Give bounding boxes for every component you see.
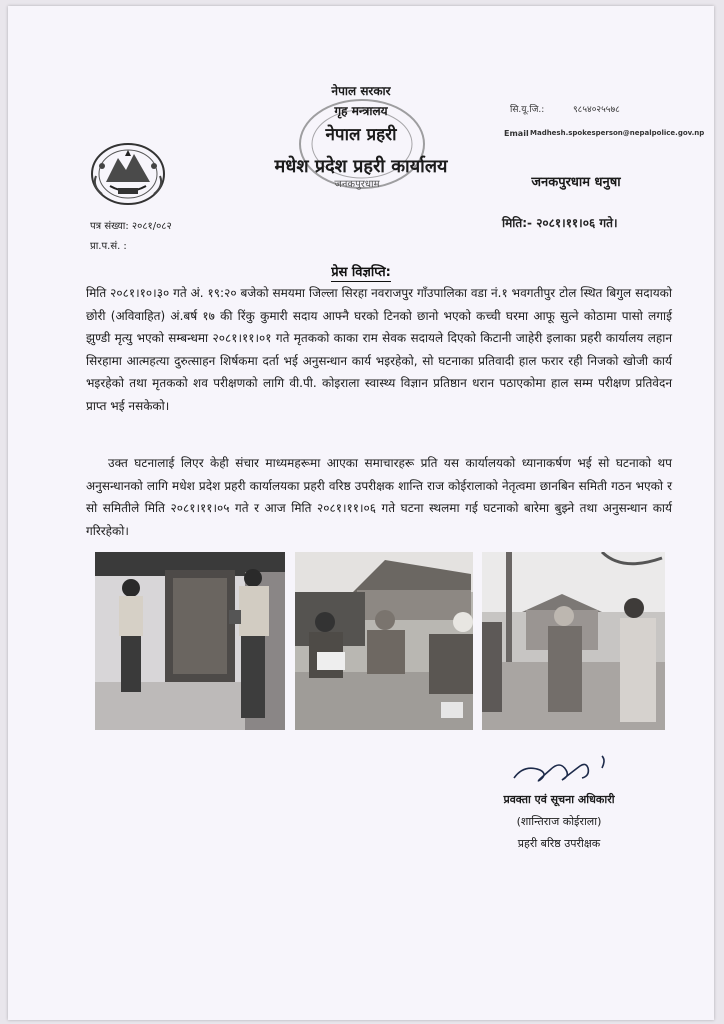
- phone-number: ९८५४०२५५७८: [573, 105, 620, 115]
- office-heading: मधेश प्रदेश प्रहरी कार्यालय: [274, 156, 448, 177]
- ministry-heading: गृह मन्त्रालय: [334, 104, 388, 118]
- police-heading: नेपाल प्रहरी: [325, 125, 397, 145]
- location-heading: जनकपुरधाम धनुषा: [531, 175, 621, 190]
- body-paragraph-2: उक्त घटनालाई लिएर केही संचार माध्यमहरूमा आएका समाचारहरू प्रति यस कार्यालयको ध्यानाकर्षण भई सो घटनाको थप अनुसन्धानको लागि मधेश प्रदेश प्रहरी कार्यालयका प्रहरी वरिष्ठ उपरीक्षक शान्ति राज कोईरालाको नेतृत्वमा छानबिन समिती गठन भएको र सो समितीले मिति २०८१।११।०५ गते र आज मिति २०८१।११।०६ गते घटना स्थलमा गई घटनाको बारेमा बुझ्ने तथा अनुसन्धान कार्य गरिरहेको।: [86, 456, 672, 538]
- photo-village-site: [482, 552, 665, 730]
- body-paragraph-1: मिति २०८१।१०।३० गते अं. १९:२० बजेको समयमा जिल्ला सिरहा नवराजपुर गाँउपालिका वडा नं.१ भवगतीपुर टोल स्थित बिगुल सदायको छोरी (अविवाहित) अं.बर्ष १७ की रिंकु कुमारी सदाय आफ्नै घरको टिनको छानो भएको कच्ची घरमा आफू सुत्ने कोठामा पासो लगाई झुण्डी मृत्यु भएको सम्बन्धमा २०८१।११।०१ गते मृतकको काका राम सेवक सदायले दिएको किटानी जाहेरी इलाका प्रहरी कार्यालय लहान सिरहामा आत्महत्या दुरुत्साहन शिर्षकमा दर्ता भई अनुसन्धान कार्य भइरहेको, सो घटनाका प्रतिवादी हाल फरार रही निजको खोजी कार्य भइरहेको तथा मृतकको शव परीक्षणको लागि वी.पी. कोइराला स्वास्थ्य विज्ञान प्रतिष्ठान धरान पठाएकोमा हाल सम्म परीक्षण प्रतिवेदन प्राप्त भई नसकेको।: [86, 286, 672, 413]
- phone-label: सि.यू.जि.:: [510, 105, 545, 115]
- gov-heading: नेपाल सरकार: [331, 84, 391, 98]
- dispatch-number: प्रा.प.सं. :: [90, 241, 127, 252]
- signatory-name: (शान्तिराज कोईराला): [516, 815, 602, 828]
- reference-number: पत्र संख्या: २०८१/०८२: [90, 221, 172, 232]
- photo-police-officers: [95, 552, 285, 730]
- signature-scribble-icon: [510, 750, 620, 790]
- press-release-title: प्रेस विज्ञप्ति:: [331, 265, 391, 280]
- signatory-rank: प्रहरी बरिष्ठ उपरीक्षक: [517, 837, 601, 850]
- stamp-text: जनकपुरधाम: [334, 179, 380, 190]
- photo-committee-meeting: [295, 552, 473, 730]
- email-address: Madhesh.spokesperson@nepalpolice.gov.np: [530, 129, 705, 137]
- nepal-emblem-icon: [88, 136, 168, 208]
- document-page: [8, 6, 714, 1020]
- signatory-title: प्रवक्ता एवं सूचना अधिकारी: [503, 793, 615, 806]
- letter-date: मिति:- २०८१।११।०६ गते।: [502, 216, 618, 230]
- email-label: Email: [504, 129, 529, 138]
